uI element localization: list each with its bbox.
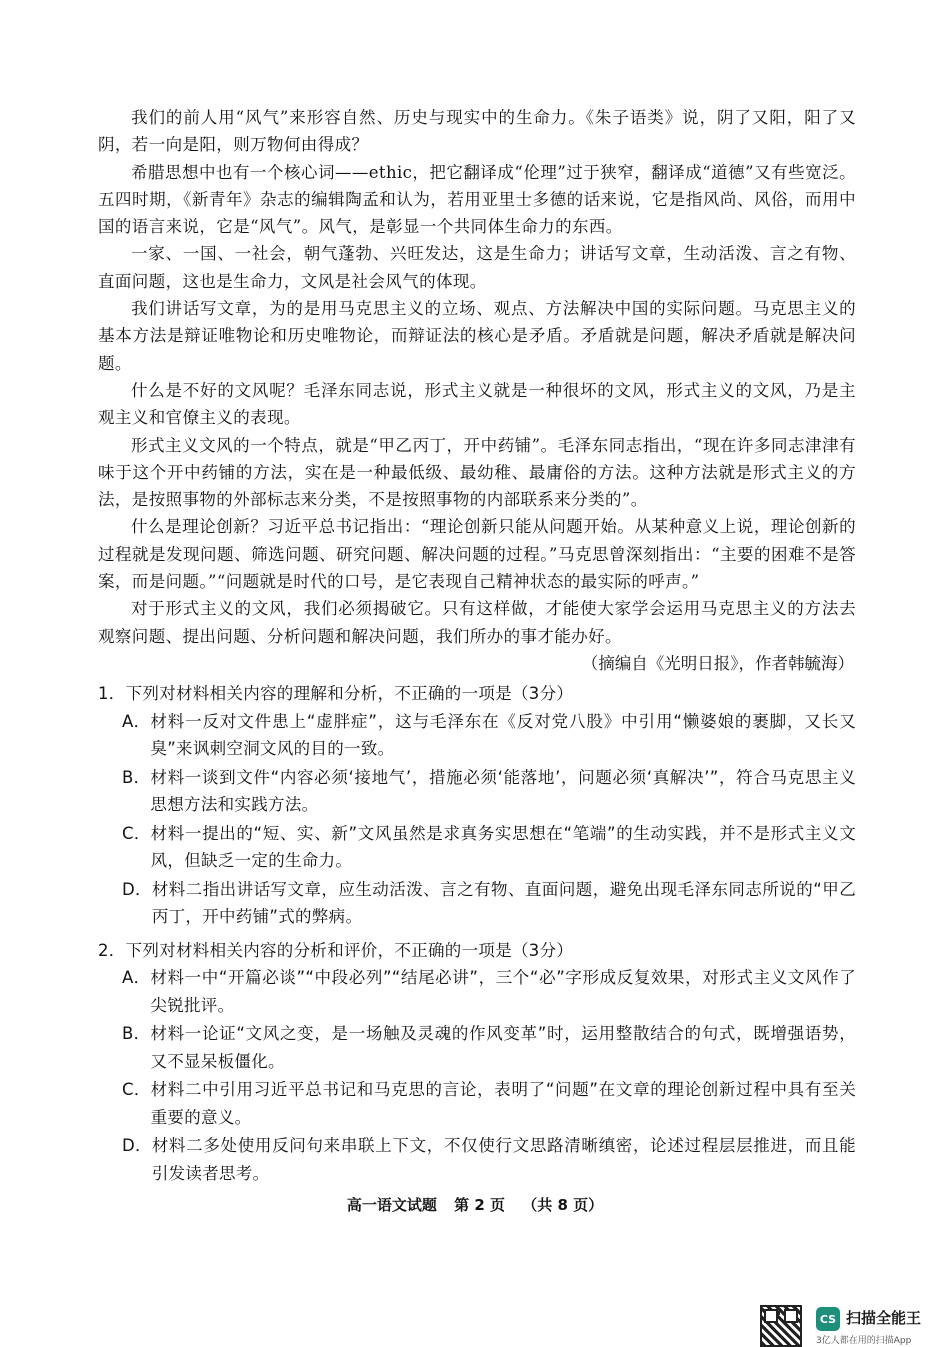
question-stem: 1．下列对材料相关内容的理解和分析，不正确的一项是（3分） <box>98 684 574 703</box>
passage-paragraph: 什么是理论创新？习近平总书记指出：“理论创新只能从问题开始。从某种意义上说，理论创新的过程就是发现问题、筛选问题、研究问题、解决问题的过程。”马克思曾深刻指出：“主要的困难不是答案，而是问题。”“问题就是时代的口号，是它表现自己精神状态的最实际的呼声。” <box>98 517 856 592</box>
option-d <box>122 1132 856 1187</box>
option-letter: C． <box>122 1080 151 1099</box>
question-list <box>98 680 856 1188</box>
option-letter: A． <box>122 711 151 731</box>
footer-page-number: 第 2 页 <box>454 1196 505 1214</box>
scanner-watermark <box>760 1305 940 1346</box>
option-letter: B． <box>122 1024 151 1043</box>
option-d <box>122 876 856 931</box>
option-text: 材料一提出的“短、实、新”文风虽然是求真务实思想在“笔端”的生动实践，并不是形式主义文风，但缺乏一定的生命力。 <box>150 823 856 870</box>
option-text: 材料一论证“文风之变，是一场触及灵魂的作风变革”时，运用整散结合的句式，既增强语势，又不显呆板僵化。 <box>150 1024 856 1071</box>
option-c <box>122 1076 856 1131</box>
qr-code-icon <box>760 1305 802 1347</box>
passage-source: （摘编自《光明日报》，作者韩毓海） <box>581 653 854 673</box>
option-text: 材料二指出讲话写文章，应生动活泼、言之有物、直面问题，避免出现毛泽东同志所说的“甲乙丙丁，开中药铺”式的弊病。 <box>151 879 856 926</box>
watermark-tagline: 3亿人都在用的扫描App <box>816 1336 912 1346</box>
option-letter: D． <box>122 879 152 899</box>
passage-paragraph: 什么是不好的文风呢？毛泽东同志说，形式主义就是一种很坏的文风，形式主义的文风，乃是主观主义和官僚主义的表现。 <box>98 380 856 428</box>
option-text: 材料二中引用习近平总书记和马克思的言论，表明了“问题”在文章的理论创新过程中具有至关重要的意义。 <box>150 1080 856 1127</box>
option-letter: B． <box>122 767 151 787</box>
camscanner-logo-icon: CS <box>816 1307 840 1331</box>
passage-paragraph: 形式主义文风的一个特点，就是“甲乙丙丁，开中药铺”。毛泽东同志指出，“现在许多同志津津有味于这个开中药铺的方法，实在是一种最低级、最幼稚、最庸俗的方法。这种方法就是形式主义的方法，是按照事物的外部标志来分类，不是按照事物的内部联系来分类的”。 <box>98 435 856 510</box>
watermark-brand: 扫描全能王 <box>846 1309 922 1327</box>
passage-paragraph: 我们讲话写文章，为的是用马克思主义的立场、观点、方法解决中国的实际问题。马克思主义的基本方法是辩证唯物论和历史唯物论，而辩证法的核心是矛盾。矛盾就是问题，解决矛盾就是解决问题。 <box>98 299 856 373</box>
reading-passage <box>98 104 856 677</box>
passage-paragraph: 一家、一国、一社会，朝气蓬勃、兴旺发达，这是生命力；讲话写文章，生动活泼、言之有物、直面问题，这也是生命力，文风是社会风气的体现。 <box>98 244 856 291</box>
option-a <box>122 708 856 763</box>
passage-paragraph: 对于形式主义的文风，我们必须揭破它。只有这样做，才能使大家学会运用马克思主义的方法去观察问题、提出问题、分析问题和解决问题，我们所办的事才能办好。 <box>98 599 856 646</box>
option-text: 材料一中“开篇必谈”“中段必列”“结尾必讲”，三个“必”字形成反复效果，对形式主义文风作了尖锐批评。 <box>150 968 856 1015</box>
option-c <box>122 820 856 875</box>
option-b <box>122 764 856 819</box>
option-text: 材料一谈到文件“内容必须‘接地气’，措施必须‘能落地’，问题必须‘真解决’”，符合马克思主义思想方法和实践方法。 <box>150 767 856 814</box>
option-letter: C． <box>122 823 151 843</box>
passage-paragraph: 我们的前人用“风气”来形容自然、历史与现实中的生命力。《朱子语类》说，阴了又阳，阳了又阴，若一向是阳，则万物何由得成？ <box>98 108 856 155</box>
option-letter: A． <box>122 968 151 987</box>
option-text: 材料一反对文件患上“虚胖症”，这与毛泽东在《反对党八股》中引用“懒婆娘的裹脚，又长又臭”来讽刺空洞文风的目的一致。 <box>150 711 856 758</box>
question-1 <box>98 680 856 931</box>
footer-total-pages: （共 8 页） <box>522 1196 604 1214</box>
option-text: 材料二多处使用反问句来串联上下文，不仅使行文思路清晰缜密，论述过程层层推进，而且能引发读者思考。 <box>151 1136 856 1183</box>
page-footer <box>0 1194 950 1215</box>
option-a <box>122 964 856 1019</box>
option-letter: D． <box>122 1136 152 1155</box>
passage-paragraph: 希腊思想中也有一个核心词——ethic，把它翻译成“伦理”过于狭窄，翻译成“道德”又有些宽泛。五四时期，《新青年》杂志的编辑陶孟和认为，若用亚里士多德的话来说，它是指风尚、风俗，而用中国的语言来说，它是“风气”。风气，是彰显一个共同体生命力的东西。 <box>98 162 856 237</box>
question-stem: 2．下列对材料相关内容的分析和评价，不正确的一项是（3分） <box>98 940 574 960</box>
footer-title: 高一语文试题 <box>346 1196 437 1214</box>
option-b <box>122 1020 856 1075</box>
question-2 <box>98 937 856 1188</box>
